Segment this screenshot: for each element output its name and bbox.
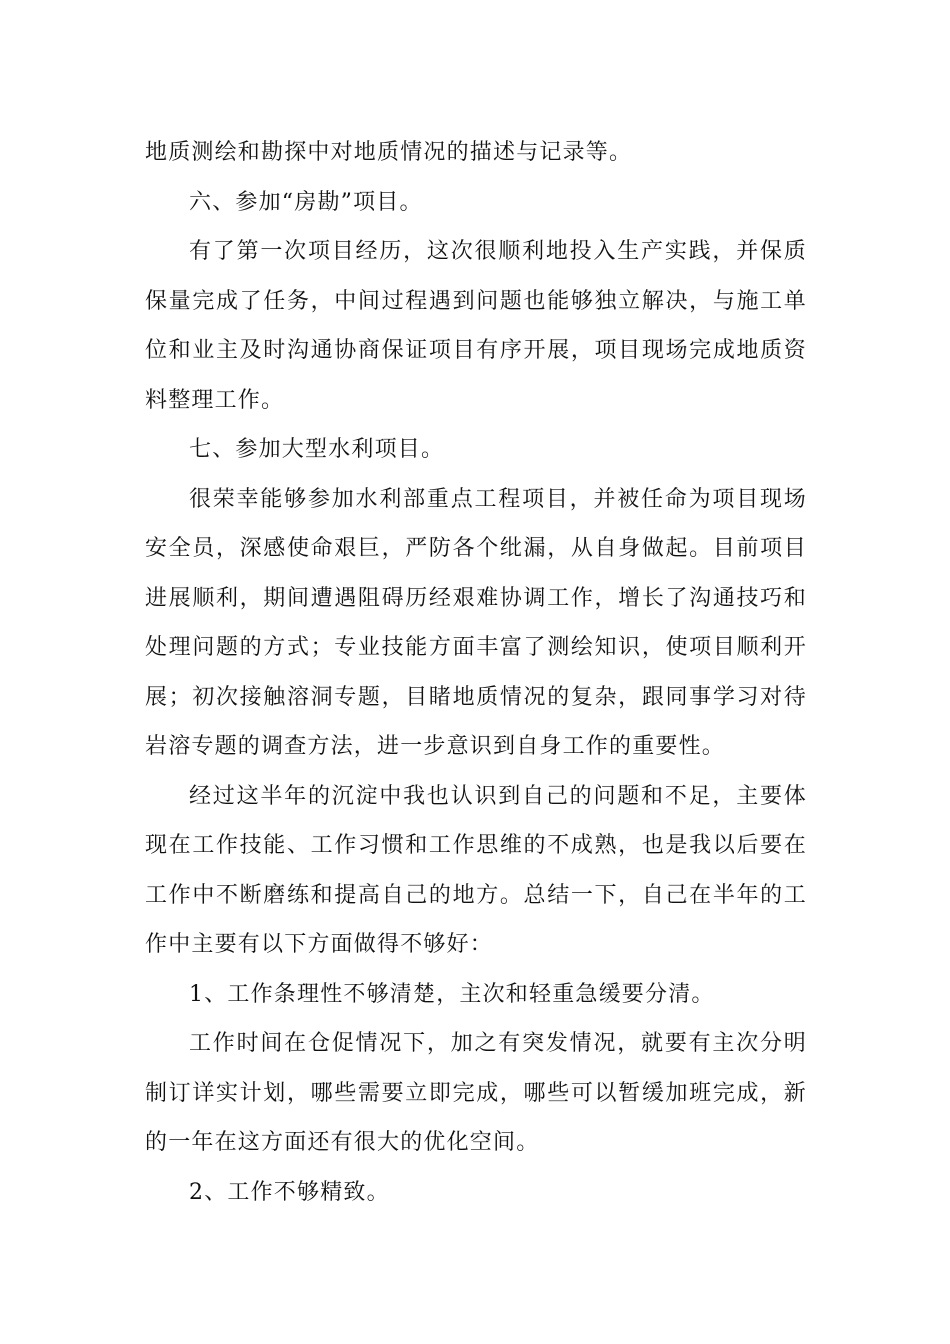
paragraph-fangkan-project: 有了第一次项目经历，这次很顺利地投入生产实践，并保质保量完成了任务，中间过程遇到问题也能够独立解决，与施工单位和业主及时沟通协商保证项目有序开展，项目现场完成地质资料整理工作。 (145, 239, 807, 413)
section-heading-six: 六、参加“房勘”项目。 (189, 189, 423, 215)
list-item-one: 1、工作条理性不够清楚，主次和轻重急缓要分清。 (189, 981, 715, 1007)
paragraph-water-project: 很荣幸能够参加水利部重点工程项目，并被任命为项目现场安全员，深感使命艰巨，严防各个纰漏，从自身做起。目前项目进展顺利，期间遭遇阻碍历经艰难协调工作，增长了沟通技巧和处理问题的方式；专业技能方面丰富了测绘知识，使项目顺利开展；初次接触溶洞专题，目睹地质情况的复杂，跟同事学习对待岩溶专题的调查方法，进一步意识到自身工作的重要性。 (145, 486, 807, 759)
document-body (145, 128, 807, 1217)
paragraph-continuation: 地质测绘和勘探中对地质情况的描述与记录等。 (145, 140, 633, 165)
section-heading-seven: 七、参加大型水利项目。 (189, 437, 445, 462)
paragraph-item-one-detail: 工作时间在仓促情况下，加之有突发情况，就要有主次分明制订详实计划，哪些需要立即完成，哪些可以暂缓加班完成，新的一年在这方面还有很大的优化空间。 (145, 1031, 807, 1155)
paragraph-shortcomings-intro: 经过这半年的沉淀中我也认识到自己的问题和不足，主要体现在工作技能、工作习惯和工作思维的不成熟，也是我以后要在工作中不断磨练和提高自己的地方。总结一下，自己在半年的工作中主要有以下方面做得不够好： (145, 783, 807, 957)
list-item-two: 2、工作不够精致。 (189, 1179, 390, 1205)
